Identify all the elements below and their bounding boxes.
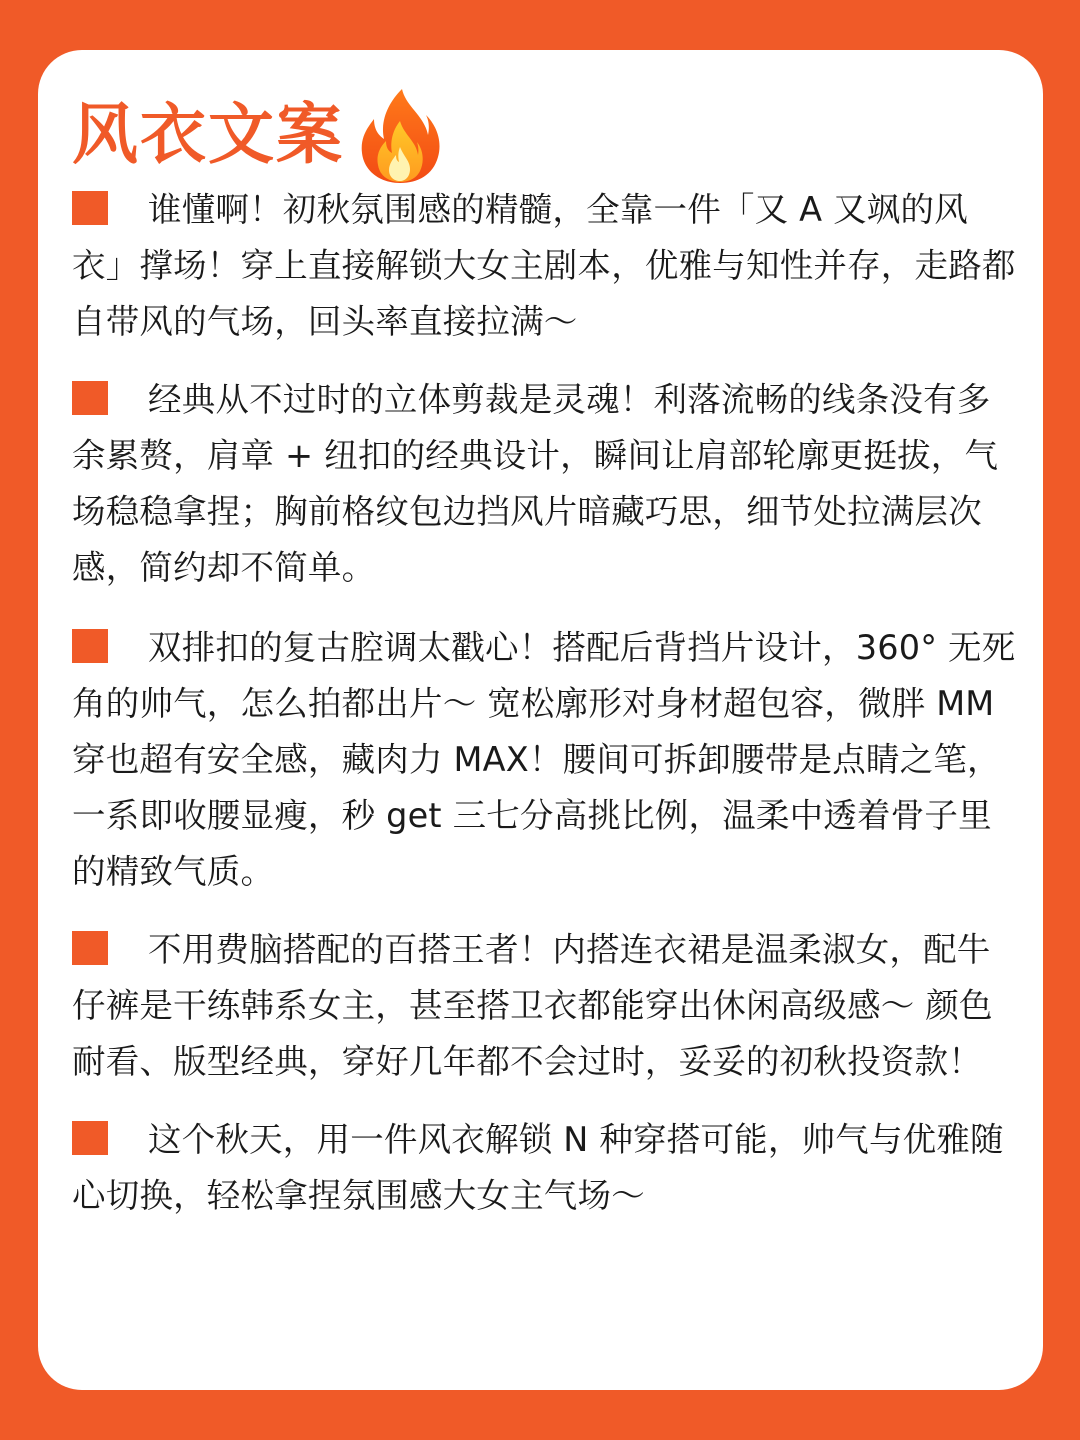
paragraph-text: 谁懂啊！初秋氛围感的精髓，全靠一件「又 A 又飒的风衣」撑场！穿上直接解锁大女主剧本，优雅与知性并存，走路都自带风的气场，回头率直接拉满～	[72, 190, 1016, 341]
content-card	[38, 50, 1043, 1390]
paragraph-text: 经典从不过时的立体剪裁是灵魂！利落流畅的线条没有多余累赘，肩章 + 纽扣的经典设计，瞬间让肩部轮廓更挺拔，气场稳稳拿捏；胸前格纹包边挡风片暗藏巧思，细节处拉满层次感，简约却不简单。	[72, 380, 999, 587]
paragraph-text: 不用费脑搭配的百搭王者！内搭连衣裙是温柔淑女，配牛仔裤是干练韩系女主，甚至搭卫衣都能穿出休闲高级感～ 颜色耐看、版型经典，穿好几年都不会过时，妥妥的初秋投资款！	[72, 930, 993, 1081]
paragraph-text: 双排扣的复古腔调太戳心！搭配后背挡片设计，360° 无死角的帅气，怎么拍都出片～ 宽松廓形对身材超包容，微胖 MM 穿也超有安全感，藏肉力 MAX！腰间可拆卸腰带是点睛之笔，一系即收腰显瘦，秒 get 三七分高挑比例，温柔中透着骨子里的精致气质。	[72, 628, 1016, 891]
orange-square-icon	[72, 381, 108, 415]
orange-square-icon	[72, 931, 108, 965]
paragraph-list	[72, 182, 1017, 1246]
paragraph	[72, 620, 1017, 900]
paragraph-text: 这个秋天，用一件风衣解锁 N 种穿搭可能，帅气与优雅随心切换，轻松拿捏氛围感大女主气场～	[72, 1120, 1004, 1215]
orange-square-icon	[72, 1121, 108, 1155]
orange-square-icon	[72, 191, 108, 225]
paragraph	[72, 922, 1017, 1090]
paragraph	[72, 182, 1017, 350]
fire-icon	[358, 85, 442, 185]
title-row	[72, 80, 442, 190]
paragraph	[72, 372, 1017, 596]
orange-square-icon	[72, 629, 108, 663]
page-title: 风衣文案	[72, 96, 344, 173]
paragraph	[72, 1112, 1017, 1224]
